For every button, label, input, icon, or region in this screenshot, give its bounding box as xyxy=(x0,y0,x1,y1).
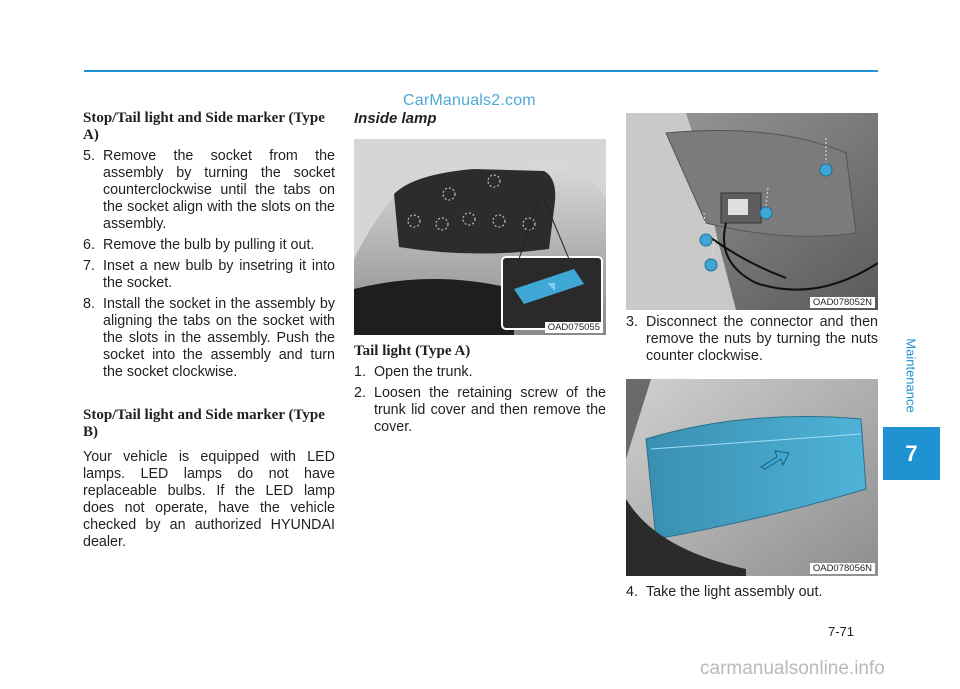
step-2: 2. Loosen the retaining screw of the trunk lid cover and then remove the cover. xyxy=(354,385,606,435)
chapter-number-box: 7 xyxy=(883,427,940,480)
step-5: 5. Remove the socket from the assembly by turning the socket counterclockwise until the tabs on the socket align with the slots on the assembly. xyxy=(83,148,335,232)
column-right xyxy=(626,113,878,601)
paragraph-type-b: Your vehicle is equipped with LED lamps. LED lamps do not have replaceable bulbs. If the LED lamp does not operate, have the vehicle checked by an authorized HYUNDAI dealer. xyxy=(83,449,335,550)
nuts-connector-illustration xyxy=(626,113,878,310)
figure-label: OAD078056N xyxy=(810,563,875,574)
steps-type-a xyxy=(83,148,335,381)
header-rule xyxy=(84,70,878,72)
heading-type-a: Stop/Tail light and Side marker (Type A) xyxy=(83,110,325,143)
figure-label: OAD078052N xyxy=(810,297,875,308)
step-4: 4. Take the light assembly out. xyxy=(626,584,823,600)
column-middle xyxy=(354,110,606,436)
watermark-top: CarManuals2.com xyxy=(403,92,536,109)
side-tab-maintenance: Maintenance xyxy=(904,337,920,413)
step-1: 1. Open the trunk. xyxy=(354,364,473,380)
figure-trunk-lid xyxy=(354,139,606,335)
step-8: 8. Install the socket in the assembly by aligning the tabs on the socket with the slots in the assembly. Push the socket into the assembly and turn the socket clockwise. xyxy=(83,296,335,380)
trunk-lid-illustration xyxy=(354,139,606,335)
step-3: 3. Disconnect the connector and then remove the nuts by turning the nuts counter clockwise. xyxy=(626,314,878,364)
column-left xyxy=(83,110,335,551)
step-6: 6. Remove the bulb by pulling it out. xyxy=(83,237,315,253)
heading-inside-lamp: Inside lamp xyxy=(354,110,437,127)
figure-nuts-connector xyxy=(626,113,878,310)
watermark-bottom: carmanualsonline.info xyxy=(700,658,885,679)
heading-tail-light-type-a: Tail light (Type A) xyxy=(354,343,471,359)
page-number: 7-71 xyxy=(828,624,855,639)
light-assembly-illustration xyxy=(626,379,878,576)
heading-type-b: Stop/Tail light and Side marker (Type B) xyxy=(83,407,325,440)
step-7: 7. Inset a new bulb by insetring it into the socket. xyxy=(83,258,335,291)
figure-label: OAD075055 xyxy=(545,322,603,333)
figure-light-assembly xyxy=(626,379,878,576)
